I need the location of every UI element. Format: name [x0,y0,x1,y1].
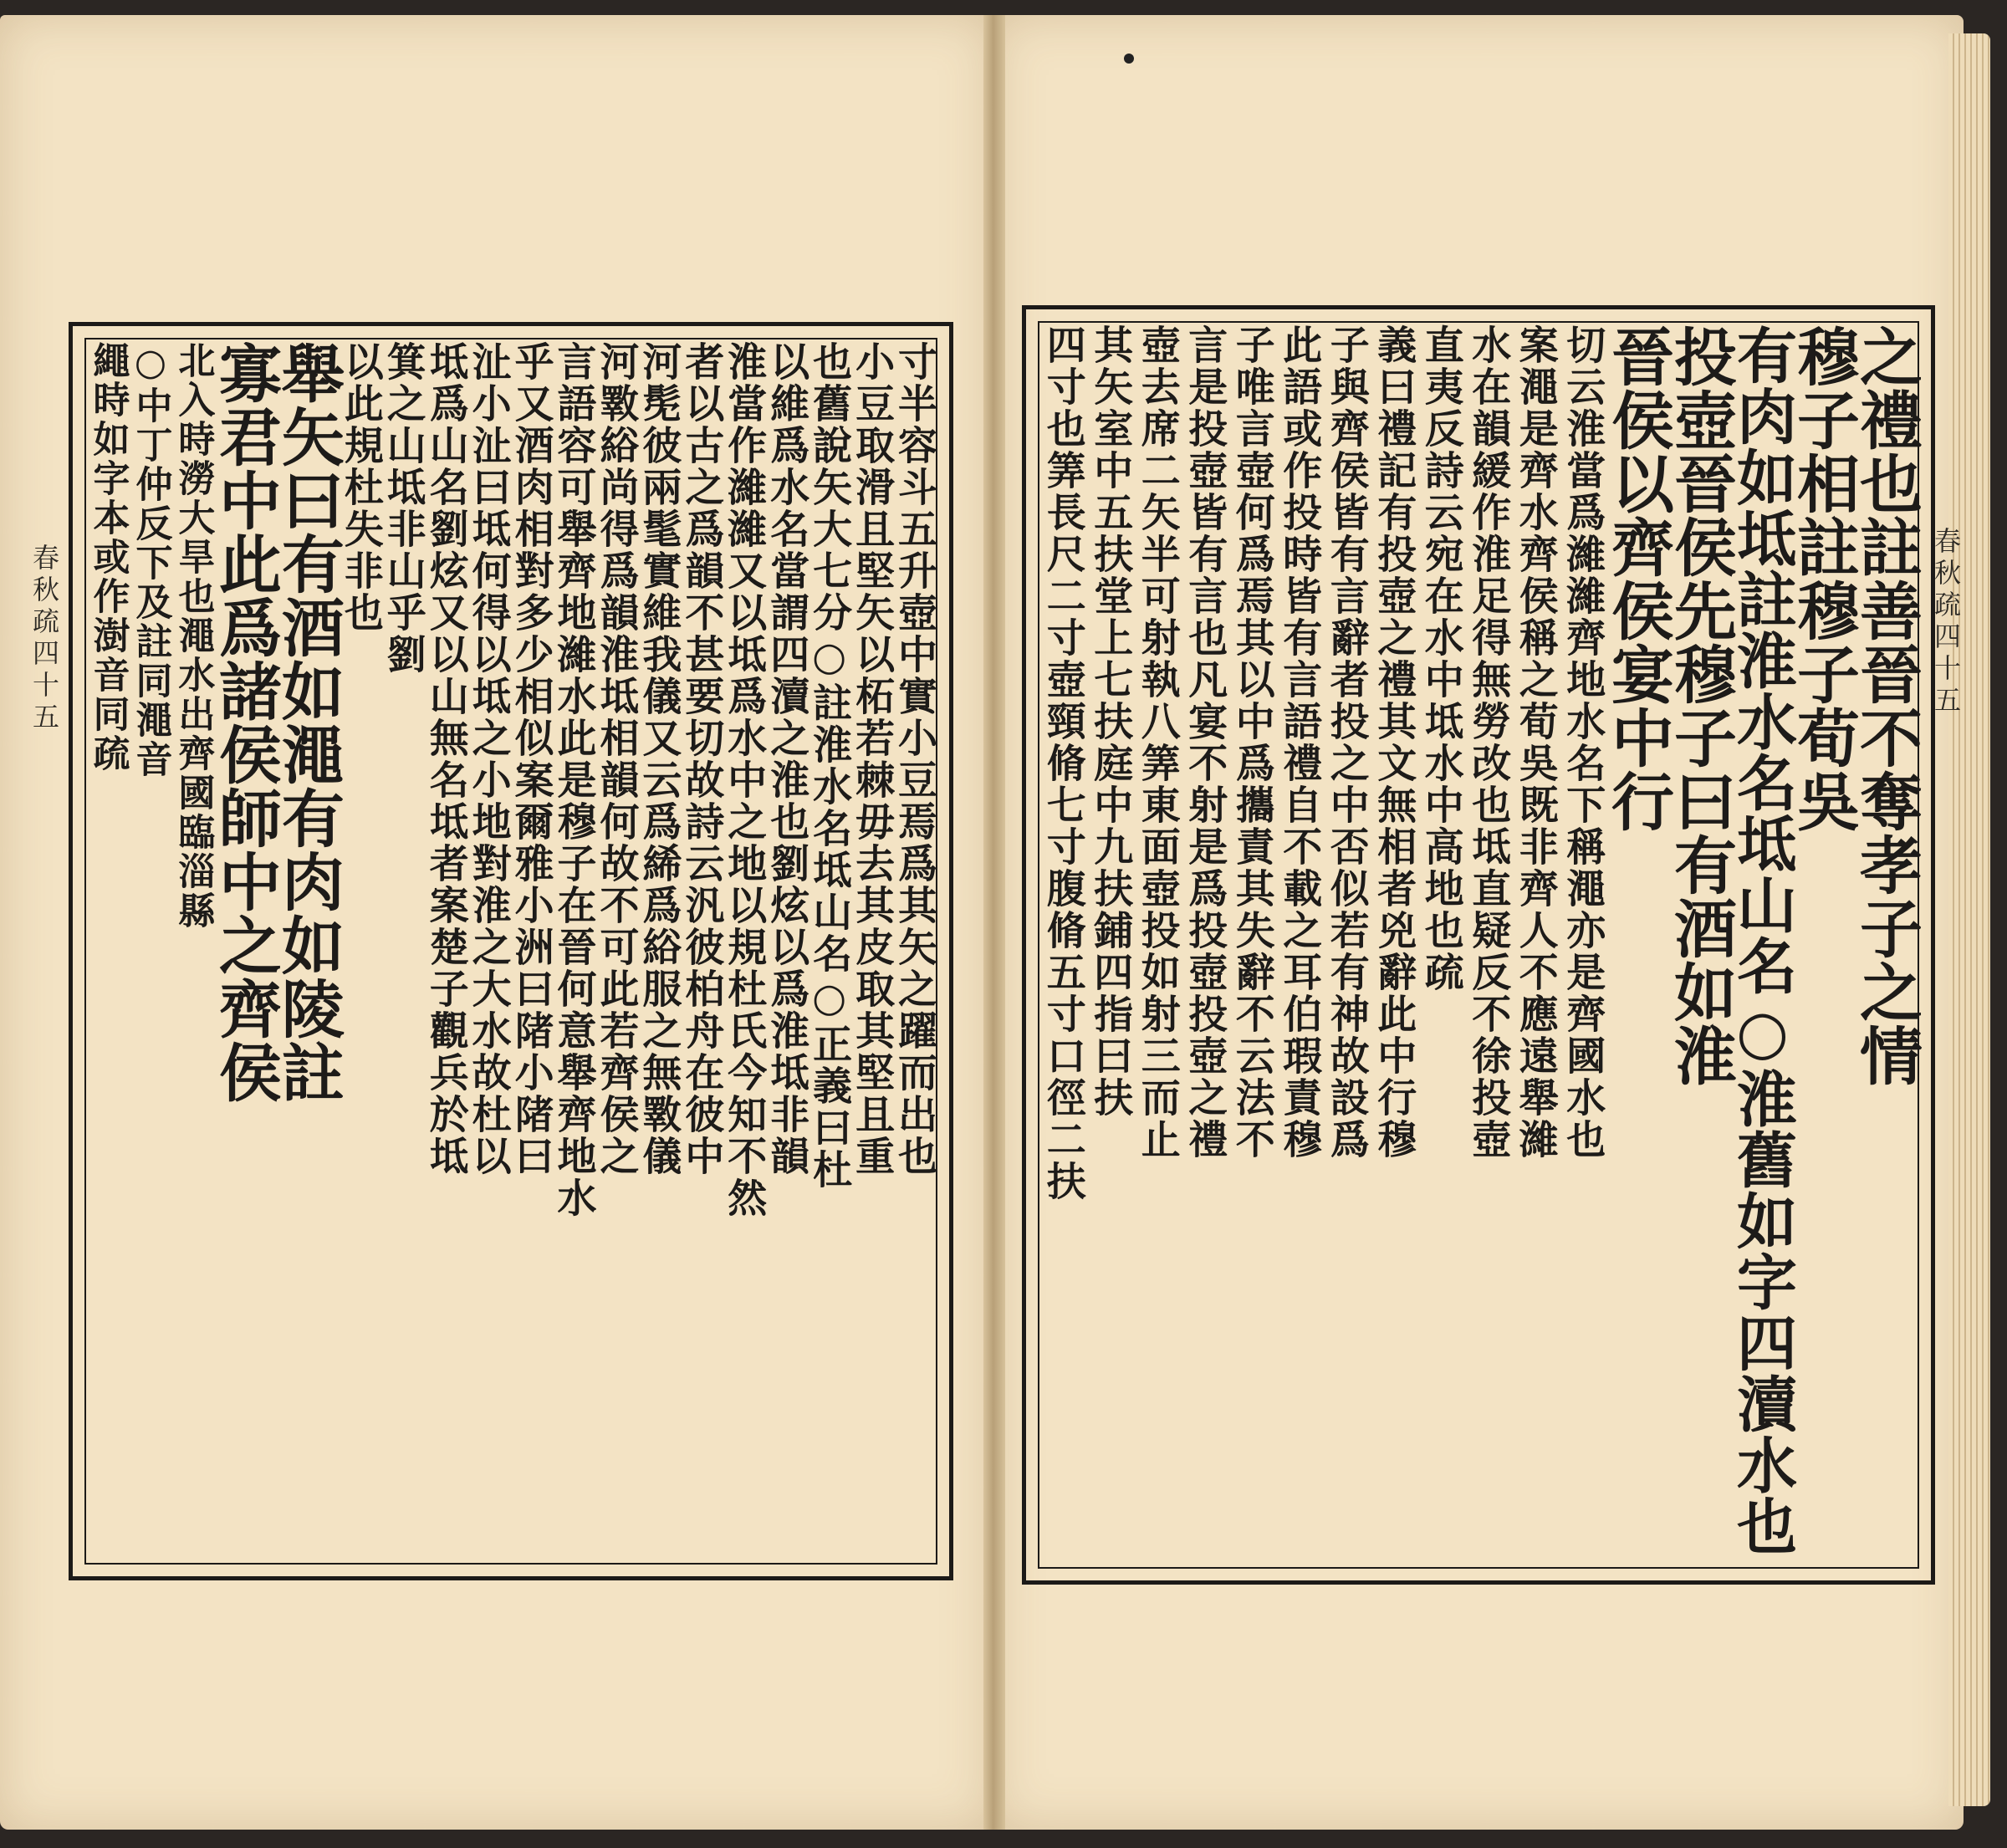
column-text: 之禮也註善晉不奪孝子之情 [1850,324,1923,1087]
text-column [337,341,384,1563]
column-text: 水在韻緩作淮足得無勞改也坻直疑反不徐投壺 [1465,324,1512,1161]
column-text: 言語容可舉齊地濰水此是穆子在晉何意舉齊地水 [550,341,597,1219]
text-column [1850,324,1923,1567]
left-columns [86,341,936,1563]
text-column [1727,324,1798,1567]
text-column [893,341,936,1563]
column-text: 壺去席二矢半可射執八筭東面壺投如射三而止 [1134,324,1181,1161]
column-text: 以此規杜失非也 [337,341,384,634]
text-column [849,341,896,1563]
column-text: 淮當作濰濰又以坻爲水中之地以規杜氏今知不然 [721,341,768,1219]
column-text: 繩時如字本或作澍音同疏 [86,341,130,773]
column-text: 子與齊侯皆有言辭者投之中否似若有神故設爲 [1323,324,1370,1161]
left-margin-label: 春秋疏四十五 [28,544,60,734]
column-text: 北入時澇大旱也澠水出齊國臨淄縣 [171,341,215,931]
column-text: 晉侯以齊侯宴中行 [1601,324,1675,833]
text-column [637,341,680,1563]
column-text: 河斁綌尚得爲韻淮坻相韻何故不可此若齊侯之 [593,341,640,1177]
text-column [1417,324,1465,1567]
text-column [467,341,510,1563]
text-column [271,341,345,1563]
column-text: 切云淮當爲濰濰齊地水名下稱澠亦是齊國水也 [1560,324,1606,1161]
text-column [1371,324,1418,1567]
text-column [1039,324,1087,1567]
text-column [1601,324,1675,1567]
text-column [680,341,723,1563]
column-text: 沚小沚曰坻何得以坻之小地對淮之大水故杜以 [465,341,512,1177]
ink-spot [1124,54,1134,64]
text-column [510,341,553,1563]
text-column [595,341,638,1563]
text-column [765,341,808,1563]
text-column [1512,324,1560,1567]
column-text: 此語或作投時皆有言語禮自不載之耳伯瑕責穆 [1276,324,1323,1161]
text-column [129,341,171,1563]
column-text: 言是投壺皆有言也凡宴不射是爲投壺投壺之禮 [1182,324,1228,1161]
column-text: 子唯言壺何爲焉其以中爲攜責其失辭不云法不 [1228,324,1275,1161]
text-column [422,341,469,1563]
text-column [1276,324,1324,1567]
column-text: 者以古之爲韻不甚要切故詩云汎彼柏舟在彼中 [678,341,725,1177]
text-column [1323,324,1371,1567]
text-column [550,341,597,1563]
text-column [1087,324,1135,1567]
text-column [171,341,214,1563]
text-column [1465,324,1513,1567]
text-column [721,341,768,1563]
column-text: 舉矢曰有酒如澠有肉如陵註 [271,341,345,1104]
text-column [1664,324,1738,1567]
right-text-frame [1022,305,1935,1585]
text-column [1134,324,1182,1567]
column-text: 投壺晉侯先穆子曰有酒如淮 [1664,324,1738,1087]
left-text-frame [69,322,953,1580]
column-text: 四寸也筭長尺二寸壺頸脩七寸腹脩五寸口徑二扶 [1039,324,1086,1202]
text-column [1787,324,1861,1567]
book-gutter [983,15,1005,1830]
column-text: 箕之山坻非山乎劉 [380,341,426,676]
column-text: 小豆取滑且堅矢以柘若棘毋去其皮取其堅且重 [849,341,896,1177]
column-text: 坻爲山名劉炫又以山無名坻者案楚子觀兵於坻 [422,341,469,1177]
text-column [208,341,283,1563]
column-text: 直夷反詩云宛在水中坻水中高地也疏 [1417,324,1464,993]
text-column [86,341,129,1563]
right-margin-label: 春秋疏四十五 [1930,527,1962,717]
text-column [382,341,425,1563]
column-text: 義曰禮記有投壺之禮其文無相者兇辭此中行穆 [1371,324,1417,1161]
column-text: 以維爲水名當謂四瀆之淮也劉炫以爲淮坻非韻 [763,341,810,1177]
column-text: 乎又酒肉相對多少相似案爾雅小洲曰陼小陼曰 [508,341,554,1177]
column-text: 寡君中此爲諸侯師中之齊侯 [208,341,283,1104]
text-column [1182,324,1229,1567]
column-text: 河髧彼兩髦實維我儀又云爲絺爲綌服之無斁儀 [636,341,682,1177]
text-column [1560,324,1607,1567]
column-text: 案澠是齊水齊侯稱之荀吳既非齊人不應遠舉濰 [1512,324,1559,1161]
page-stack-edge [1948,33,1990,1806]
column-text: 穆子相註穆子荀吳 [1787,324,1861,833]
column-text: 有肉如坻註淮水名坻山名○淮舊如字四瀆水也 [1727,324,1798,1556]
text-column [806,341,853,1563]
column-text: 寸半容斗五升壺中實小豆焉爲其矢之躍而出也 [891,341,938,1177]
right-columns [1039,324,1923,1567]
column-text: 其矢室中五扶堂上七扶庭中九扶鋪四指曰扶 [1087,324,1134,1119]
column-text: 也舊說矢大七分○註淮水名坻山名○正義曰杜 [806,341,853,1191]
column-text: ○中丁仲反下及註同澠音 [129,341,172,779]
text-column [1228,324,1276,1567]
